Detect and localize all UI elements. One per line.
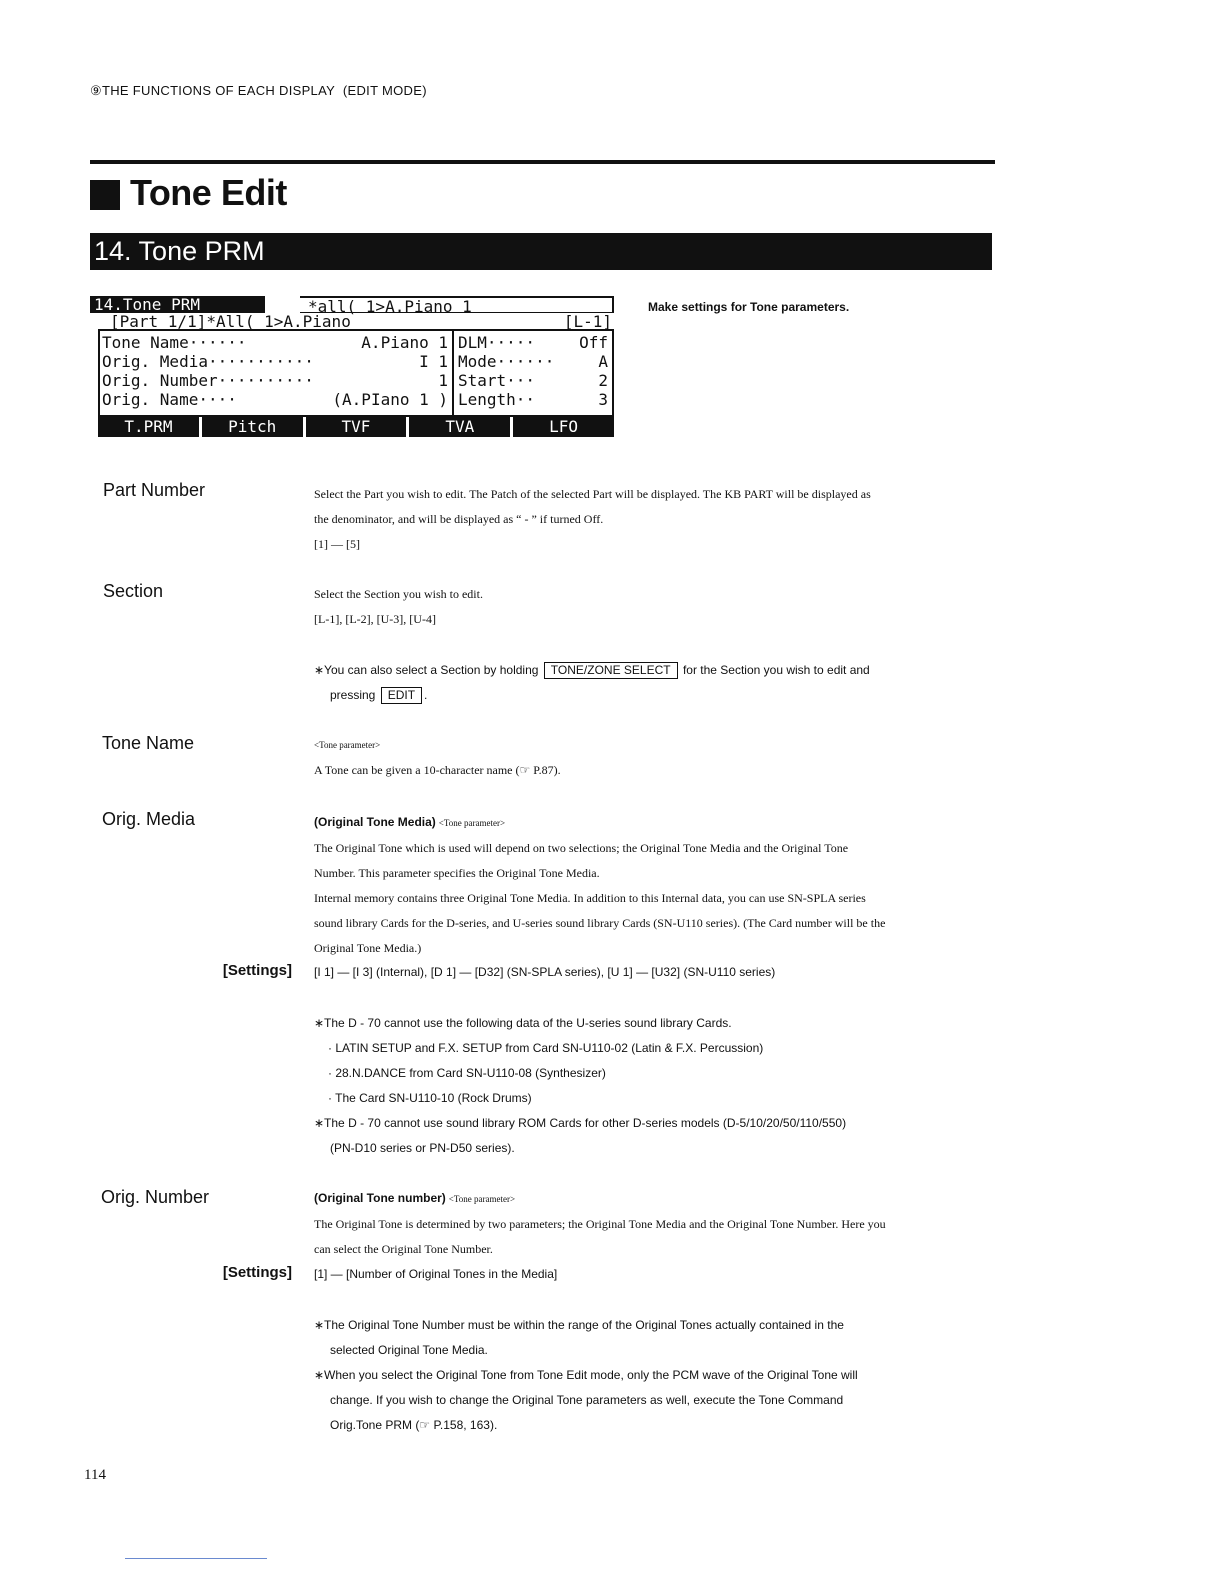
text-line: (PN-D10 series or PN-D50 series). [330,1141,515,1155]
tab-tvf: TVF [306,417,410,437]
page-title [90,172,287,214]
lcd-row-length [458,390,608,409]
text-line [314,1186,994,1212]
term-orig-number: Orig. Number [101,1187,210,1207]
lcd-label: Mode······ [458,352,555,371]
top-rule [90,160,995,164]
text-line: Number. This parameter specifies the Original Tone Media. [314,866,600,880]
term-section: Section [103,581,164,601]
intro-text: Make settings for Tone parameters. [648,300,850,314]
lcd-display [90,296,614,440]
lcd-label: Start··· [458,371,536,390]
tone-zone-select-key: TONE/ZONE SELECT [544,662,678,679]
param-tag: <Tone parameter> [314,740,381,750]
footer-line [125,1558,267,1559]
text-line [314,810,994,836]
text-line: The Original Tone is determined by two parameters; the Original Tone Media and the Original Tone Number. Here you [314,1217,886,1231]
text-line: [L-1], [L-2], [U-3], [U-4] [314,612,436,626]
lcd-param-box [98,329,614,417]
lcd-patch-name: *all( 1>A.Piano 1 [300,296,614,313]
lcd-value: 1 [438,371,448,390]
lcd-value: (A.PIano 1 ) [332,390,448,409]
chapter-header: ⑨THE FUNCTIONS OF EACH DISPLAY (EDIT MODE) [90,83,427,98]
title-square-icon [90,180,120,210]
text-line: · 28.N.DANCE from Card SN-U110-08 (Synthesizer) [328,1066,606,1080]
text-line: selected Original Tone Media. [330,1343,488,1357]
lcd-value: A [598,352,608,371]
lcd-label: Orig. Name···· [102,390,237,409]
text-line: ∗The D - 70 cannot use the following data of the U-series sound library Cards. [314,1016,732,1030]
text-line: The Original Tone which is used will depend on two selections; the Original Tone Media and the Original Tone [314,841,849,855]
orig-number-desc [314,1186,994,1262]
lcd-row-start [458,371,608,390]
text-line: [1] — [5] [314,537,360,551]
lcd-part-number: [Part 1/1]*All( 1>A.Piano [110,312,351,331]
text-line: sound library Cards for the D-series, and U-series sound library Cards (SN-U110 series). (The Card number will be the [314,916,886,930]
term-tone-name: Tone Name [102,733,195,753]
lcd-row-orig-name [102,390,448,409]
settings-label: [Settings] [222,1264,292,1281]
lcd-label: DLM····· [458,333,536,352]
text-line: ∗When you select the Original Tone from Tone Edit mode, only the PCM wave of the Original Tone will [314,1368,858,1382]
lcd-value: A.Piano 1 [361,333,448,352]
param-tag: <Tone parameter> [448,1194,516,1204]
param-tag: <Tone parameter> [438,818,506,828]
tab-lfo: LFO [549,417,579,436]
orig-media-settings: [I 1] — [I 3] (Internal), [D 1] — [D32] (SN-SPLA series), [U 1] — [U32] (SN-U110 series) [314,965,776,979]
text-line: the denominator, and will be displayed as “ - ” if turned Off. [314,512,604,526]
note-text: pressing [330,688,376,702]
lcd-label: Orig. Media··········· [102,352,314,371]
lcd-section: [L-1] [563,312,612,331]
text-line: Original Tone Media.) [314,941,422,955]
page-title-text: Tone Edit [130,172,287,213]
lcd-row-mode [458,352,608,371]
note-text: ∗You can also select a Section by holding [314,663,539,677]
lcd-label: Length·· [458,390,536,409]
tab-t-prm: T.PRM [98,417,202,437]
tab-pitch: Pitch [202,417,306,437]
text-line: Internal memory contains three Original Tone Media. In addition to this Internal data, you can use SN-SPLA series [314,891,866,905]
orig-media-notes [314,1011,994,1161]
text-line: · LATIN SETUP and F.X. SETUP from Card SN-U110-02 (Latin & F.X. Percussion) [328,1041,764,1055]
section-heading-bar: 14. Tone PRM [90,233,992,270]
term-orig-media: Orig. Media [102,809,196,829]
lcd-page-tag: 14.Tone PRM [90,296,265,313]
text-line: · The Card SN-U110-10 (Rock Drums) [328,1091,532,1105]
edit-key: EDIT [381,687,422,704]
lcd-row-orig-media [102,352,448,371]
orig-number-notes [314,1313,994,1438]
lcd-label: Tone Name······ [102,333,247,352]
lcd-tab-bar [98,417,614,437]
page-number: 114 [84,1467,106,1483]
lcd-label: Orig. Number·········· [102,371,314,390]
part-number-desc [314,482,994,557]
text-line: ∗The Original Tone Number must be within the range of the Original Tones actually contained in the [314,1318,844,1332]
text-line: A Tone can be given a 10-character name (☞ P.87). [314,763,561,777]
text-line: change. If you wish to change the Original Tone parameters as well, execute the Tone Command [330,1393,844,1407]
tab-tva: TVA [409,417,513,437]
text-line: ∗The D - 70 cannot use sound library ROM Cards for other D-series models (D-5/10/20/50/110/550) [314,1116,847,1130]
note-text: for the Section you wish to edit and [682,663,870,677]
lcd-value: 3 [598,390,608,409]
orig-number-settings: [1] — [Number of Original Tones in the Media] [314,1267,558,1281]
text-line [314,658,994,683]
note-text: . [424,688,428,702]
text-line [314,683,994,708]
param-heading: (Original Tone number) [314,1191,446,1205]
lcd-row-tone-name [102,333,448,352]
param-heading: (Original Tone Media) [314,815,436,829]
lcd-row-dlm [458,333,608,352]
lcd-value: 2 [598,371,608,390]
tone-name-desc [314,733,994,783]
settings-label: [Settings] [222,962,292,979]
text-line: Select the Section you wish to edit. [314,587,483,601]
term-part-number: Part Number [103,480,206,500]
lcd-row-orig-number [102,371,448,390]
lcd-value: I 1 [419,352,448,371]
text-line: Orig.Tone PRM (☞ P.158, 163). [330,1418,498,1432]
section-desc [314,582,994,632]
text-line: can select the Original Tone Number. [314,1242,493,1256]
lcd-value: Off [579,333,608,352]
lcd-divider [452,331,454,415]
section-note [314,658,994,708]
text-line: Select the Part you wish to edit. The Patch of the selected Part will be displayed. The KB PART will be displayed as [314,487,871,501]
orig-media-desc [314,810,994,961]
